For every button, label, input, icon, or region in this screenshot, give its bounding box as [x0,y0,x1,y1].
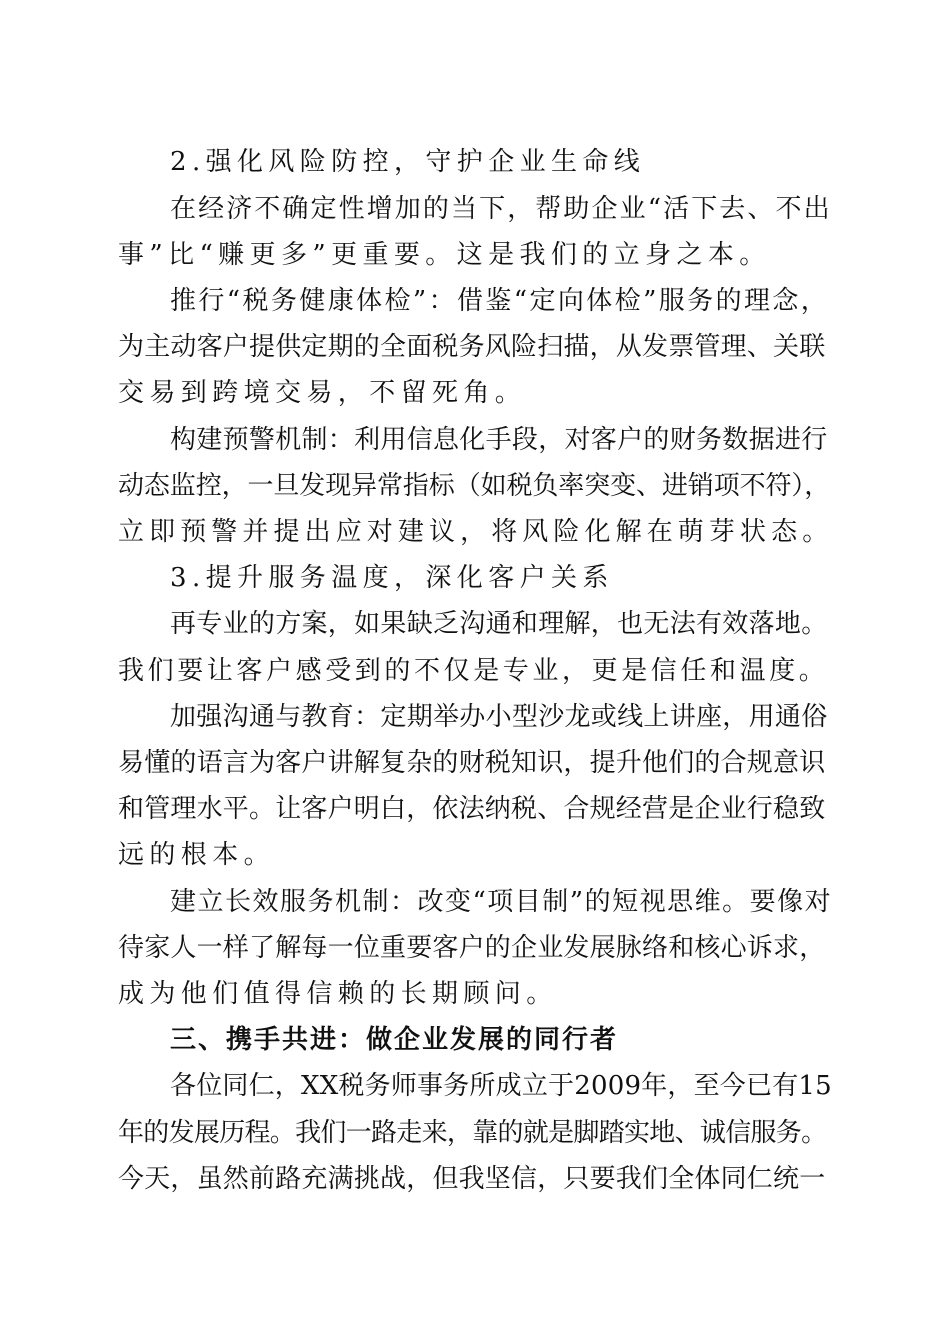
paragraph-line: 年的发展历程。我们一路走来，靠的就是脚踏实地、诚信服务。 [118,1118,827,1148]
paragraph-line: 成为他们值得信赖的长期顾问。 [118,979,558,1009]
paragraph-line: 建立长效服务机制：改变“项目制”的短视思维。要像对 [170,887,833,917]
paragraph-line: 为主动客户提供定期的全面税务风险扫描，从发票管理、关联 [118,332,826,362]
paragraph-line: 加强沟通与教育：定期举办小型沙龙或线上讲座，用通俗 [170,702,828,732]
section-heading-2: 2.强化风险防控，守护企业生命线 [170,147,646,177]
paragraph-line: 今天，虽然前路充满挑战，但我坚信，只要我们全体同仁统一 [118,1164,826,1194]
chapter-heading-3: 三、携手共进：做企业发展的同行者 [170,1025,619,1055]
paragraph-line: 各位同仁，XX税务师事务所成立于2009年，至今已有15 [170,1071,832,1101]
paragraph-line: 在经济不确定性增加的当下，帮助企业“活下去、不出 [170,194,832,224]
paragraph-line: 动态监控，一旦发现异常指标（如税负率突变、进销项不符）， [118,471,831,501]
paragraph-line: 待家人一样了解每一位重要客户的企业发展脉络和核心诉求， [118,933,826,963]
paragraph-line: 交易到跨境交易，不留死角。 [118,378,527,408]
paragraph-line: 和管理水平。让客户明白，依法纳税、合规经营是企业行稳致 [118,794,826,824]
paragraph-line: 再专业的方案，如果缺乏沟通和理解，也无法有效落地。 [170,609,828,639]
paragraph-line: 易懂的语言为客户讲解复杂的财税知识，提升他们的合规意识 [118,748,826,778]
paragraph-line: 事”比“赚更多”更重要。这是我们的立身之本。 [118,240,771,270]
paragraph-line: 立即预警并提出应对建议，将风险化解在萌芽状态。 [118,517,834,547]
section-heading-3: 3.提升服务温度，深化客户关系 [170,563,614,593]
paragraph-line: 我们要让客户感受到的不仅是专业，更是信任和温度。 [118,656,829,686]
paragraph-line: 构建预警机制：利用信息化手段，对客户的财务数据进行 [170,425,828,455]
paragraph-line: 远的根本。 [118,840,276,870]
paragraph-line: 推行“税务健康体检”：借鉴“定向体检”服务的理念， [170,286,830,316]
